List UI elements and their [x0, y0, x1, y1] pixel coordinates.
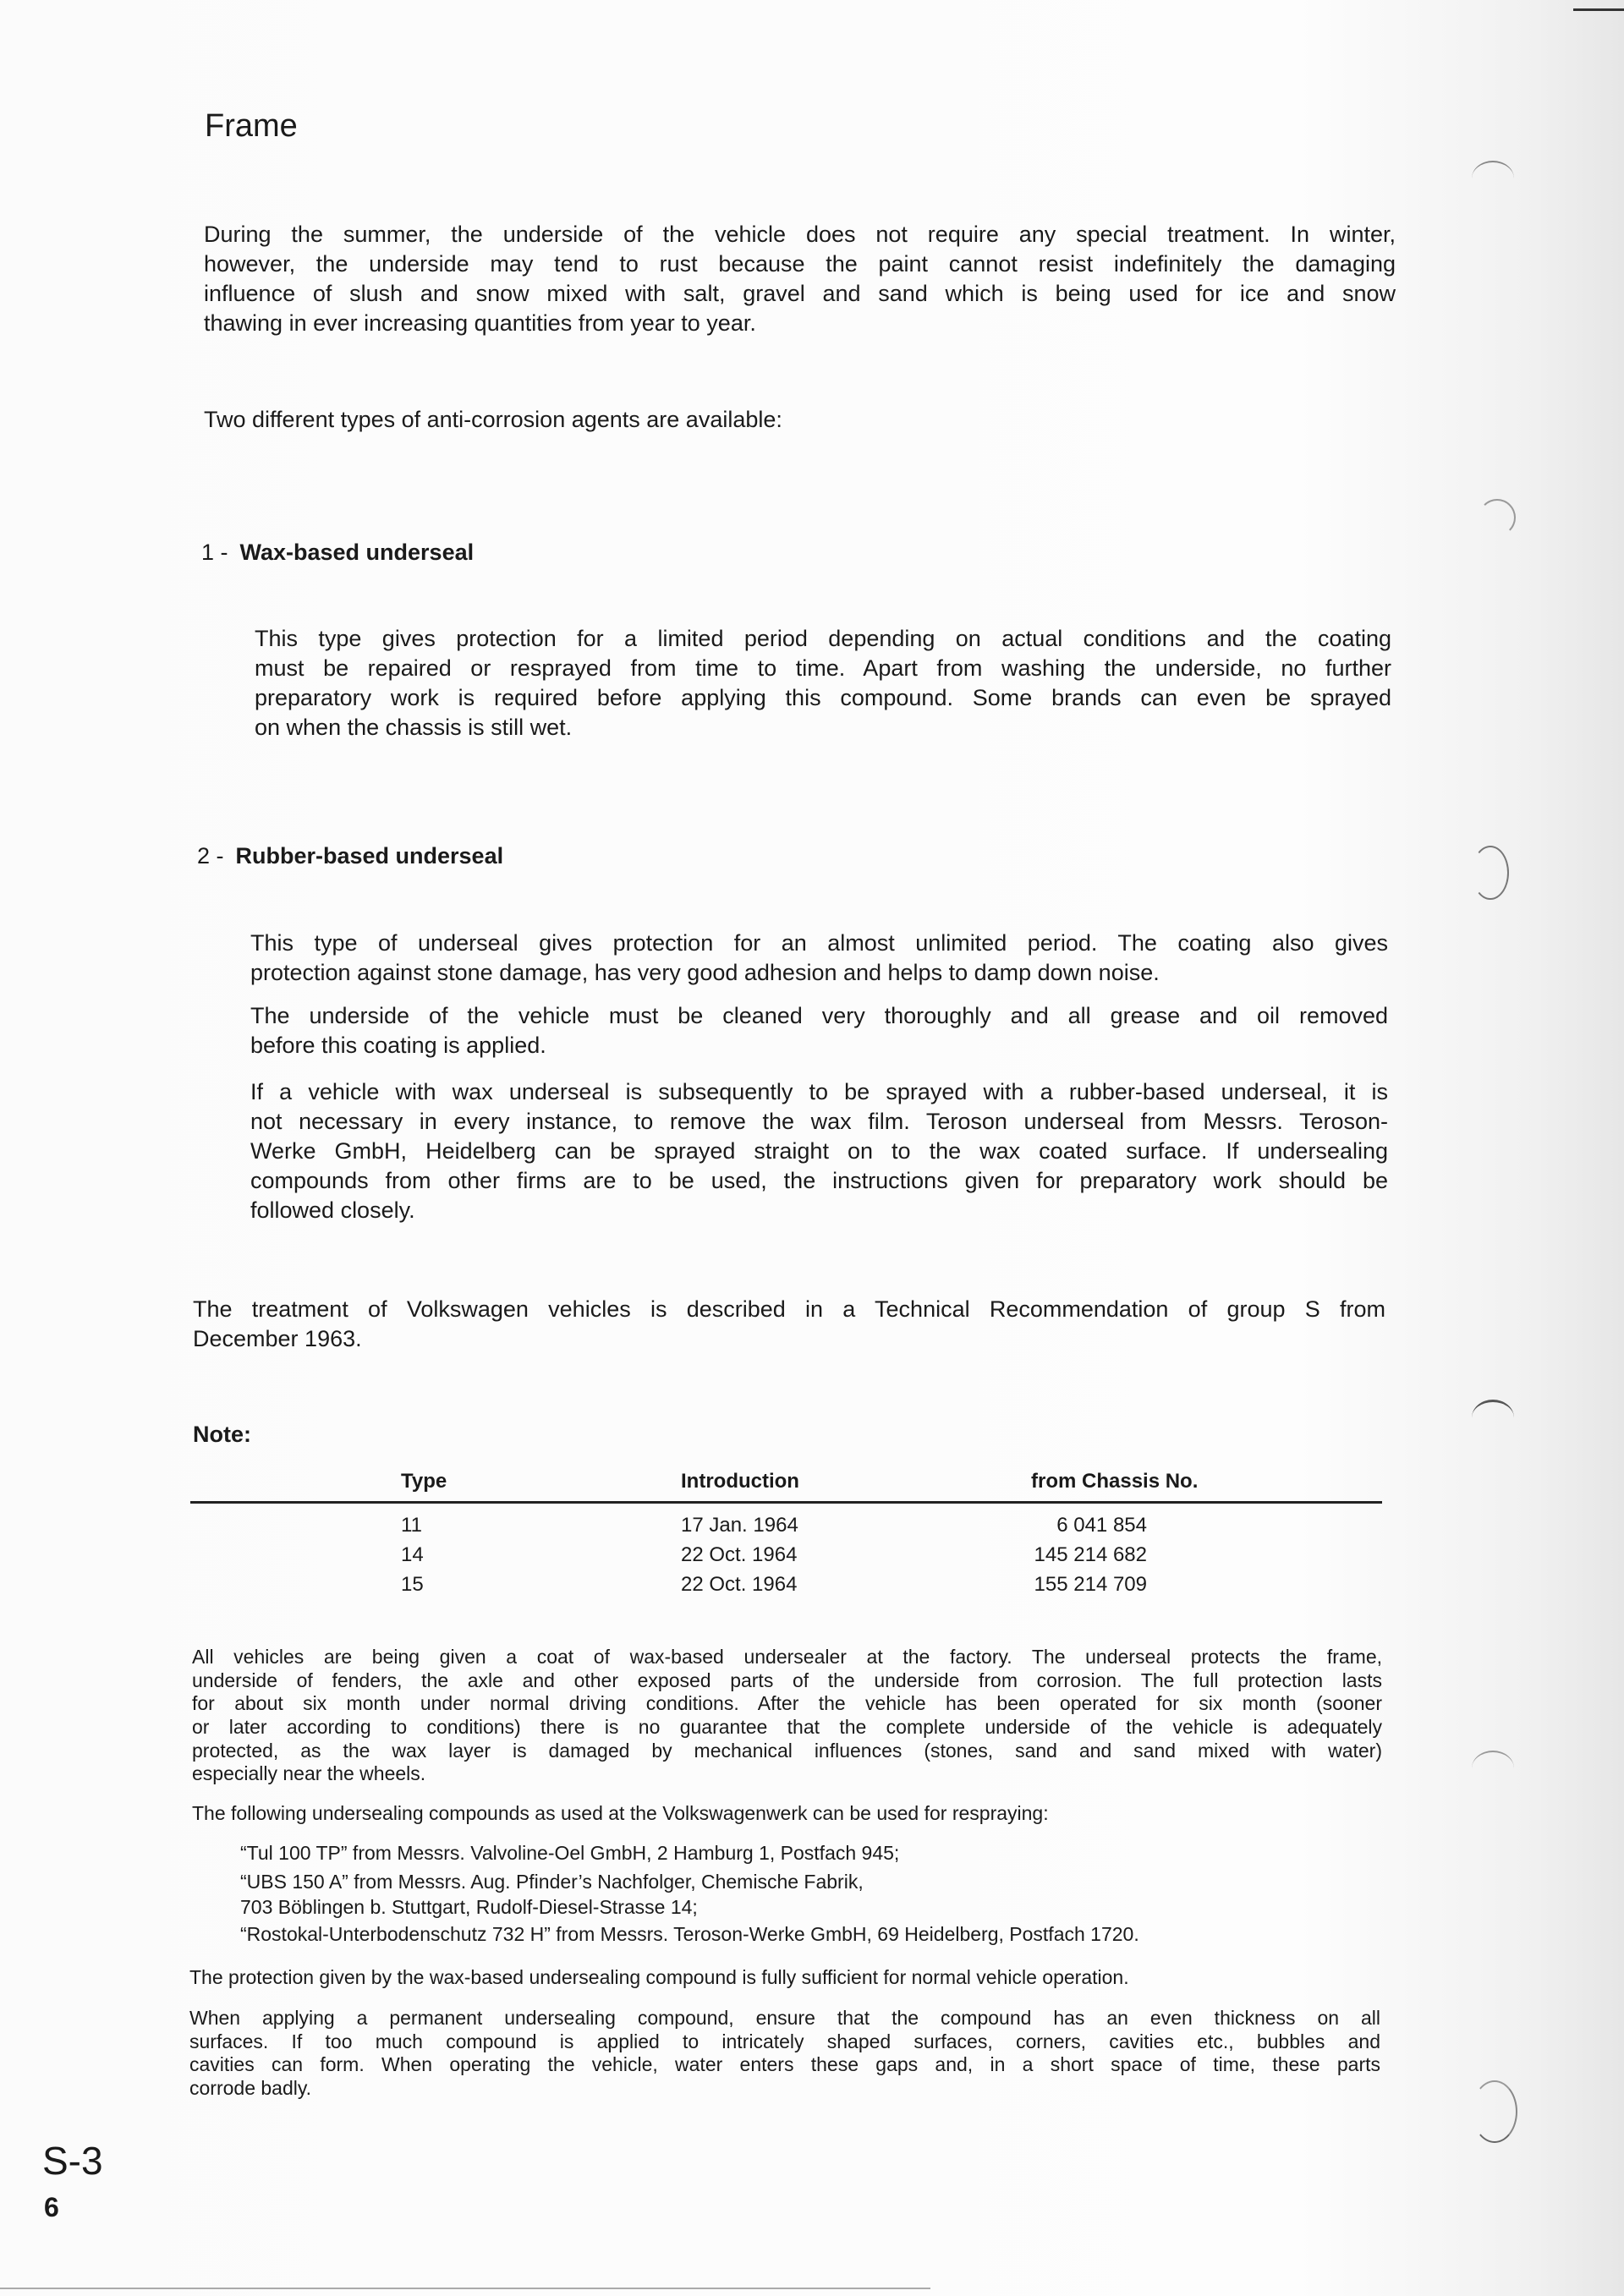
types-intro: Two different types of anti-corrosion agents are available: — [204, 407, 782, 432]
compound-item: “Rostokal-Unterbodenschutz 732 H” from Messrs. Teroson-Werke GmbH, 69 Heidelberg, Postfach 1720. — [240, 1923, 1139, 1945]
text-line: preparatory work is required before applying this compound. Some brands can even be sprayed — [255, 685, 1391, 710]
punch-hole-mark — [1472, 2080, 1517, 2143]
section-2-paragraph-1 — [250, 929, 1388, 988]
text-line: or later according to conditions) there is no guarantee that the complete underside of the vehicle is adequately — [192, 1716, 1382, 1739]
text-line: before this coating is applied. — [250, 1033, 546, 1058]
text-line: corrode badly. — [189, 2077, 312, 2100]
text-line: protection against stone damage, has very good adhesion and helps to damp down noise. — [250, 960, 1160, 985]
text-line: During the summer, the underside of the vehicle does not require any special treatment. In winter, — [204, 222, 1396, 247]
text-line: protected, as the wax layer is damaged by mechanical influences (stones, sand and sand mixed with water) — [192, 1739, 1382, 1762]
column-header-type: Type — [401, 1470, 447, 1493]
compound-item: “Tul 100 TP” from Messrs. Valvoline-Oel GmbH, 2 Hamburg 1, Postfach 945; — [240, 1842, 900, 1864]
text-line: Werke GmbH, Heidelberg can be sprayed straight on to the wax coated surface. If undersealing — [250, 1138, 1388, 1164]
text-line: influence of slush and snow mixed with salt, gravel and sand which is being used for ice and snow — [204, 281, 1396, 306]
text-line: however, the underside may tend to rust because the paint cannot resist indefinitely the damaging — [204, 251, 1396, 277]
section-number: 2 - — [197, 843, 224, 869]
column-header-introduction: Introduction — [681, 1470, 799, 1493]
text-line: All vehicles are being given a coat of wax-based undersealer at the factory. The underseal protects the frame, — [192, 1646, 1382, 1668]
text-line: must be repaired or resprayed from time to time. Apart from washing the underside, no further — [255, 655, 1391, 681]
section-1-paragraph — [255, 624, 1391, 743]
factory-paragraph — [192, 1646, 1382, 1786]
section-1-heading — [201, 540, 474, 566]
treatment-paragraph — [193, 1295, 1385, 1354]
page-section-id: S-3 — [42, 2139, 103, 2183]
text-line: When applying a permanent undersealing compound, ensure that the compound has an even thickness on all — [189, 2007, 1380, 2029]
text-line: The underside of the vehicle must be cleaned very thoroughly and all grease and oil removed — [250, 1003, 1388, 1028]
text-line: If a vehicle with wax underseal is subsequently to be sprayed with a rubber-based underseal, it is — [250, 1079, 1388, 1104]
table-rule — [190, 1501, 1382, 1504]
section-2-heading — [197, 843, 503, 869]
text-line: The treatment of Volkswagen vehicles is described in a Technical Recommendation of group S from — [193, 1296, 1385, 1322]
scan-edge-line — [0, 2288, 930, 2289]
text-line: thawing in ever increasing quantities from year to year. — [204, 310, 756, 336]
type-cell: 15 — [401, 1573, 424, 1596]
section-number: 1 - — [201, 540, 228, 565]
page-number: 6 — [44, 2192, 59, 2222]
intro-paragraph — [204, 220, 1396, 338]
punch-hole-mark — [1472, 846, 1509, 900]
note-label: Note: — [193, 1422, 251, 1447]
section-2-paragraph-2 — [250, 1001, 1388, 1060]
section-title: Rubber-based underseal — [235, 843, 504, 869]
text-line: not necessary in every instance, to remove the wax film. Teroson underseal from Messrs. Teroson- — [250, 1109, 1388, 1134]
text-line: This type of underseal gives protection for an almost unlimited period. The coating also gives — [250, 930, 1388, 956]
punch-hole-mark — [1472, 1751, 1514, 1786]
punch-hole-mark — [1472, 1400, 1514, 1436]
text-line: on when the chassis is still wet. — [255, 715, 573, 740]
text-line: for about six month under normal driving conditions. After the vehicle has been operated for six month (sooner — [192, 1692, 1382, 1715]
text-line: cavities can form. When operating the vehicle, water enters these gaps and, in a short space of time, these parts — [189, 2053, 1380, 2076]
chassis-cell: 155 214 709 — [1034, 1573, 1147, 1596]
page-title: Frame — [205, 108, 298, 144]
protection-paragraph: The protection given by the wax-based undersealing compound is fully sufficient for normal vehicle operation. — [189, 1966, 1129, 1988]
applying-paragraph — [189, 2007, 1380, 2101]
scan-edge-line — [1573, 8, 1624, 11]
text-line: December 1963. — [193, 1326, 362, 1351]
text-line: followed closely. — [250, 1197, 415, 1223]
introduction-cell: 22 Oct. 1964 — [681, 1573, 798, 1596]
text-line: especially near the wheels. — [192, 1762, 426, 1785]
compound-item: “UBS 150 A” from Messrs. Aug. Pfinder’s Nachfolger, Chemische Fabrik, — [240, 1871, 864, 1893]
punch-hole-mark — [1479, 499, 1516, 536]
type-cell: 14 — [401, 1543, 424, 1566]
compound-item: 703 Böblingen b. Stuttgart, Rudolf-Diesel-Strasse 14; — [240, 1896, 698, 1918]
introduction-cell: 22 Oct. 1964 — [681, 1543, 798, 1566]
following-paragraph: The following undersealing compounds as used at the Volkswagenwerk can be used for respraying: — [192, 1802, 1049, 1824]
punch-hole-mark — [1472, 161, 1514, 196]
text-line: compounds from other firms are to be used, the instructions given for preparatory work should be — [250, 1168, 1388, 1193]
text-line: This type gives protection for a limited period depending on actual conditions and the coating — [255, 626, 1391, 651]
chassis-cell: 145 214 682 — [1034, 1543, 1147, 1566]
column-header-chassis: from Chassis No. — [1031, 1470, 1199, 1493]
text-line: underside of fenders, the axle and other exposed parts of the underside from corrosion. The full protection lasts — [192, 1669, 1382, 1691]
text-line: surfaces. If too much compound is applied to intricately shaped surfaces, corners, cavities etc., bubbles and — [189, 2030, 1380, 2052]
section-2-paragraph-3 — [250, 1077, 1388, 1225]
introduction-cell: 17 Jan. 1964 — [681, 1514, 798, 1537]
type-cell: 11 — [401, 1514, 422, 1537]
section-title: Wax-based underseal — [239, 540, 475, 565]
chassis-cell: 6 041 854 — [1056, 1514, 1147, 1537]
